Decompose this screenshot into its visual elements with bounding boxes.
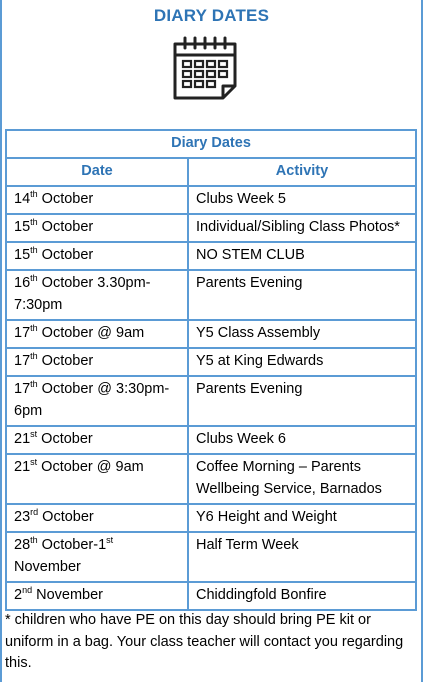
table-row [6, 454, 416, 504]
activity-cell: Parents Evening [188, 376, 416, 426]
date-cell: 17th October @ 9am [6, 320, 188, 348]
activity-cell: Clubs Week 6 [188, 426, 416, 454]
activity-cell: Chiddingfold Bonfire [188, 582, 416, 610]
date-cell: 21st October [6, 426, 188, 454]
date-cell: 28th October-1st November [6, 532, 188, 582]
date-cell: 21st October @ 9am [6, 454, 188, 504]
table-row [6, 320, 416, 348]
table-row [6, 582, 416, 610]
table-row [6, 348, 416, 376]
activity-cell: Y5 at King Edwards [188, 348, 416, 376]
activity-cell: Coffee Morning – Parents Wellbeing Service, Barnados [188, 454, 416, 504]
date-cell: 16th October 3.30pm-7:30pm [6, 270, 188, 320]
date-cell: 23rd October [6, 504, 188, 532]
table-row [6, 214, 416, 242]
activity-cell: Parents Evening [188, 270, 416, 320]
date-cell: 14th October [6, 186, 188, 214]
date-cell: 17th October [6, 348, 188, 376]
date-cell: 15th October [6, 214, 188, 242]
pe-footnote: * children who have PE on this day should bring PE kit or uniform in a bag. Your class teacher will contact you regarding this. [5, 612, 404, 671]
table-row [6, 504, 416, 532]
column-header-activity: Activity [188, 158, 416, 186]
date-cell: 15th October [6, 242, 188, 270]
diary-dates-table [5, 129, 417, 611]
date-cell: 17th October @ 3:30pm-6pm [6, 376, 188, 426]
activity-cell: NO STEM CLUB [188, 242, 416, 270]
table-row [6, 426, 416, 454]
activity-cell: Half Term Week [188, 532, 416, 582]
table-row [6, 270, 416, 320]
table-row [6, 186, 416, 214]
date-cell: 2nd November [6, 582, 188, 610]
table-row [6, 376, 416, 426]
table-row [6, 532, 416, 582]
table-row [6, 242, 416, 270]
page-title: DIARY DATES [153, 6, 270, 25]
calendar-icon [171, 34, 239, 102]
activity-cell: Individual/Sibling Class Photos* [188, 214, 416, 242]
table-caption: Diary Dates [6, 130, 416, 158]
activity-cell: Clubs Week 5 [188, 186, 416, 214]
activity-cell: Y5 Class Assembly [188, 320, 416, 348]
column-header-date: Date [6, 158, 188, 186]
activity-cell: Y6 Height and Weight [188, 504, 416, 532]
